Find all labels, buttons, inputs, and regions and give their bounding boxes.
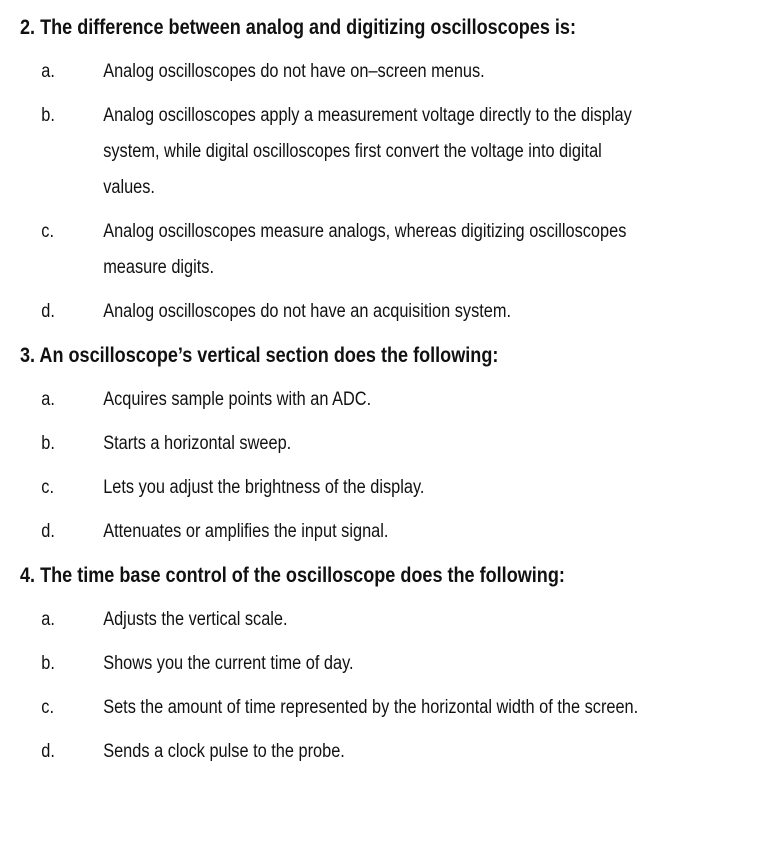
option-text: Analog oscilloscopes do not have on–screen menus. bbox=[103, 61, 485, 82]
option-text: Sets the amount of time represented by the horizontal width of the screen. bbox=[103, 697, 639, 718]
option-letter: c. bbox=[41, 697, 54, 718]
answer-option bbox=[0, 294, 657, 330]
option-letter: d. bbox=[41, 741, 55, 762]
option-text: Analog oscilloscopes do not have an acquisition system. bbox=[103, 301, 512, 322]
answer-option bbox=[0, 734, 657, 770]
question-title: 2. The difference between analog and digitizing oscilloscopes is: bbox=[20, 16, 576, 39]
option-letter: a. bbox=[41, 389, 55, 410]
option-text: Analog oscilloscopes measure analogs, whereas digitizing oscilloscopes measure digits. bbox=[103, 221, 627, 278]
option-letter: d. bbox=[41, 301, 55, 322]
answer-option bbox=[0, 382, 657, 418]
answer-option bbox=[0, 98, 657, 206]
option-letter: b. bbox=[41, 433, 55, 454]
answer-option bbox=[0, 514, 657, 550]
question-title: 3. An oscilloscope’s vertical section does the following: bbox=[20, 344, 499, 367]
answer-option bbox=[0, 54, 657, 90]
option-letter: a. bbox=[41, 61, 55, 82]
answer-option bbox=[0, 470, 657, 506]
option-text: Shows you the current time of day. bbox=[103, 653, 354, 674]
option-text: Acquires sample points with an ADC. bbox=[103, 389, 372, 410]
option-text: Starts a horizontal sweep. bbox=[103, 433, 292, 454]
option-text: Analog oscilloscopes apply a measurement voltage directly to the display system, while digital oscilloscopes first convert the voltage into digital values. bbox=[103, 105, 632, 198]
option-text: Adjusts the vertical scale. bbox=[103, 609, 288, 630]
option-letter: a. bbox=[41, 609, 55, 630]
option-letter: b. bbox=[41, 105, 55, 126]
option-letter: d. bbox=[41, 521, 55, 542]
answer-option bbox=[0, 602, 657, 638]
option-letter: c. bbox=[41, 221, 54, 242]
answer-option bbox=[0, 646, 657, 682]
option-text: Sends a clock pulse to the probe. bbox=[103, 741, 345, 762]
answer-option bbox=[0, 690, 657, 726]
option-letter: b. bbox=[41, 653, 55, 674]
option-text: Lets you adjust the brightness of the display. bbox=[103, 477, 425, 498]
question-title: 4. The time base control of the oscilloscope does the following: bbox=[20, 564, 565, 587]
option-letter: c. bbox=[41, 477, 54, 498]
option-text: Attenuates or amplifies the input signal. bbox=[103, 521, 389, 542]
answer-option bbox=[0, 426, 657, 462]
answer-option bbox=[0, 214, 657, 286]
